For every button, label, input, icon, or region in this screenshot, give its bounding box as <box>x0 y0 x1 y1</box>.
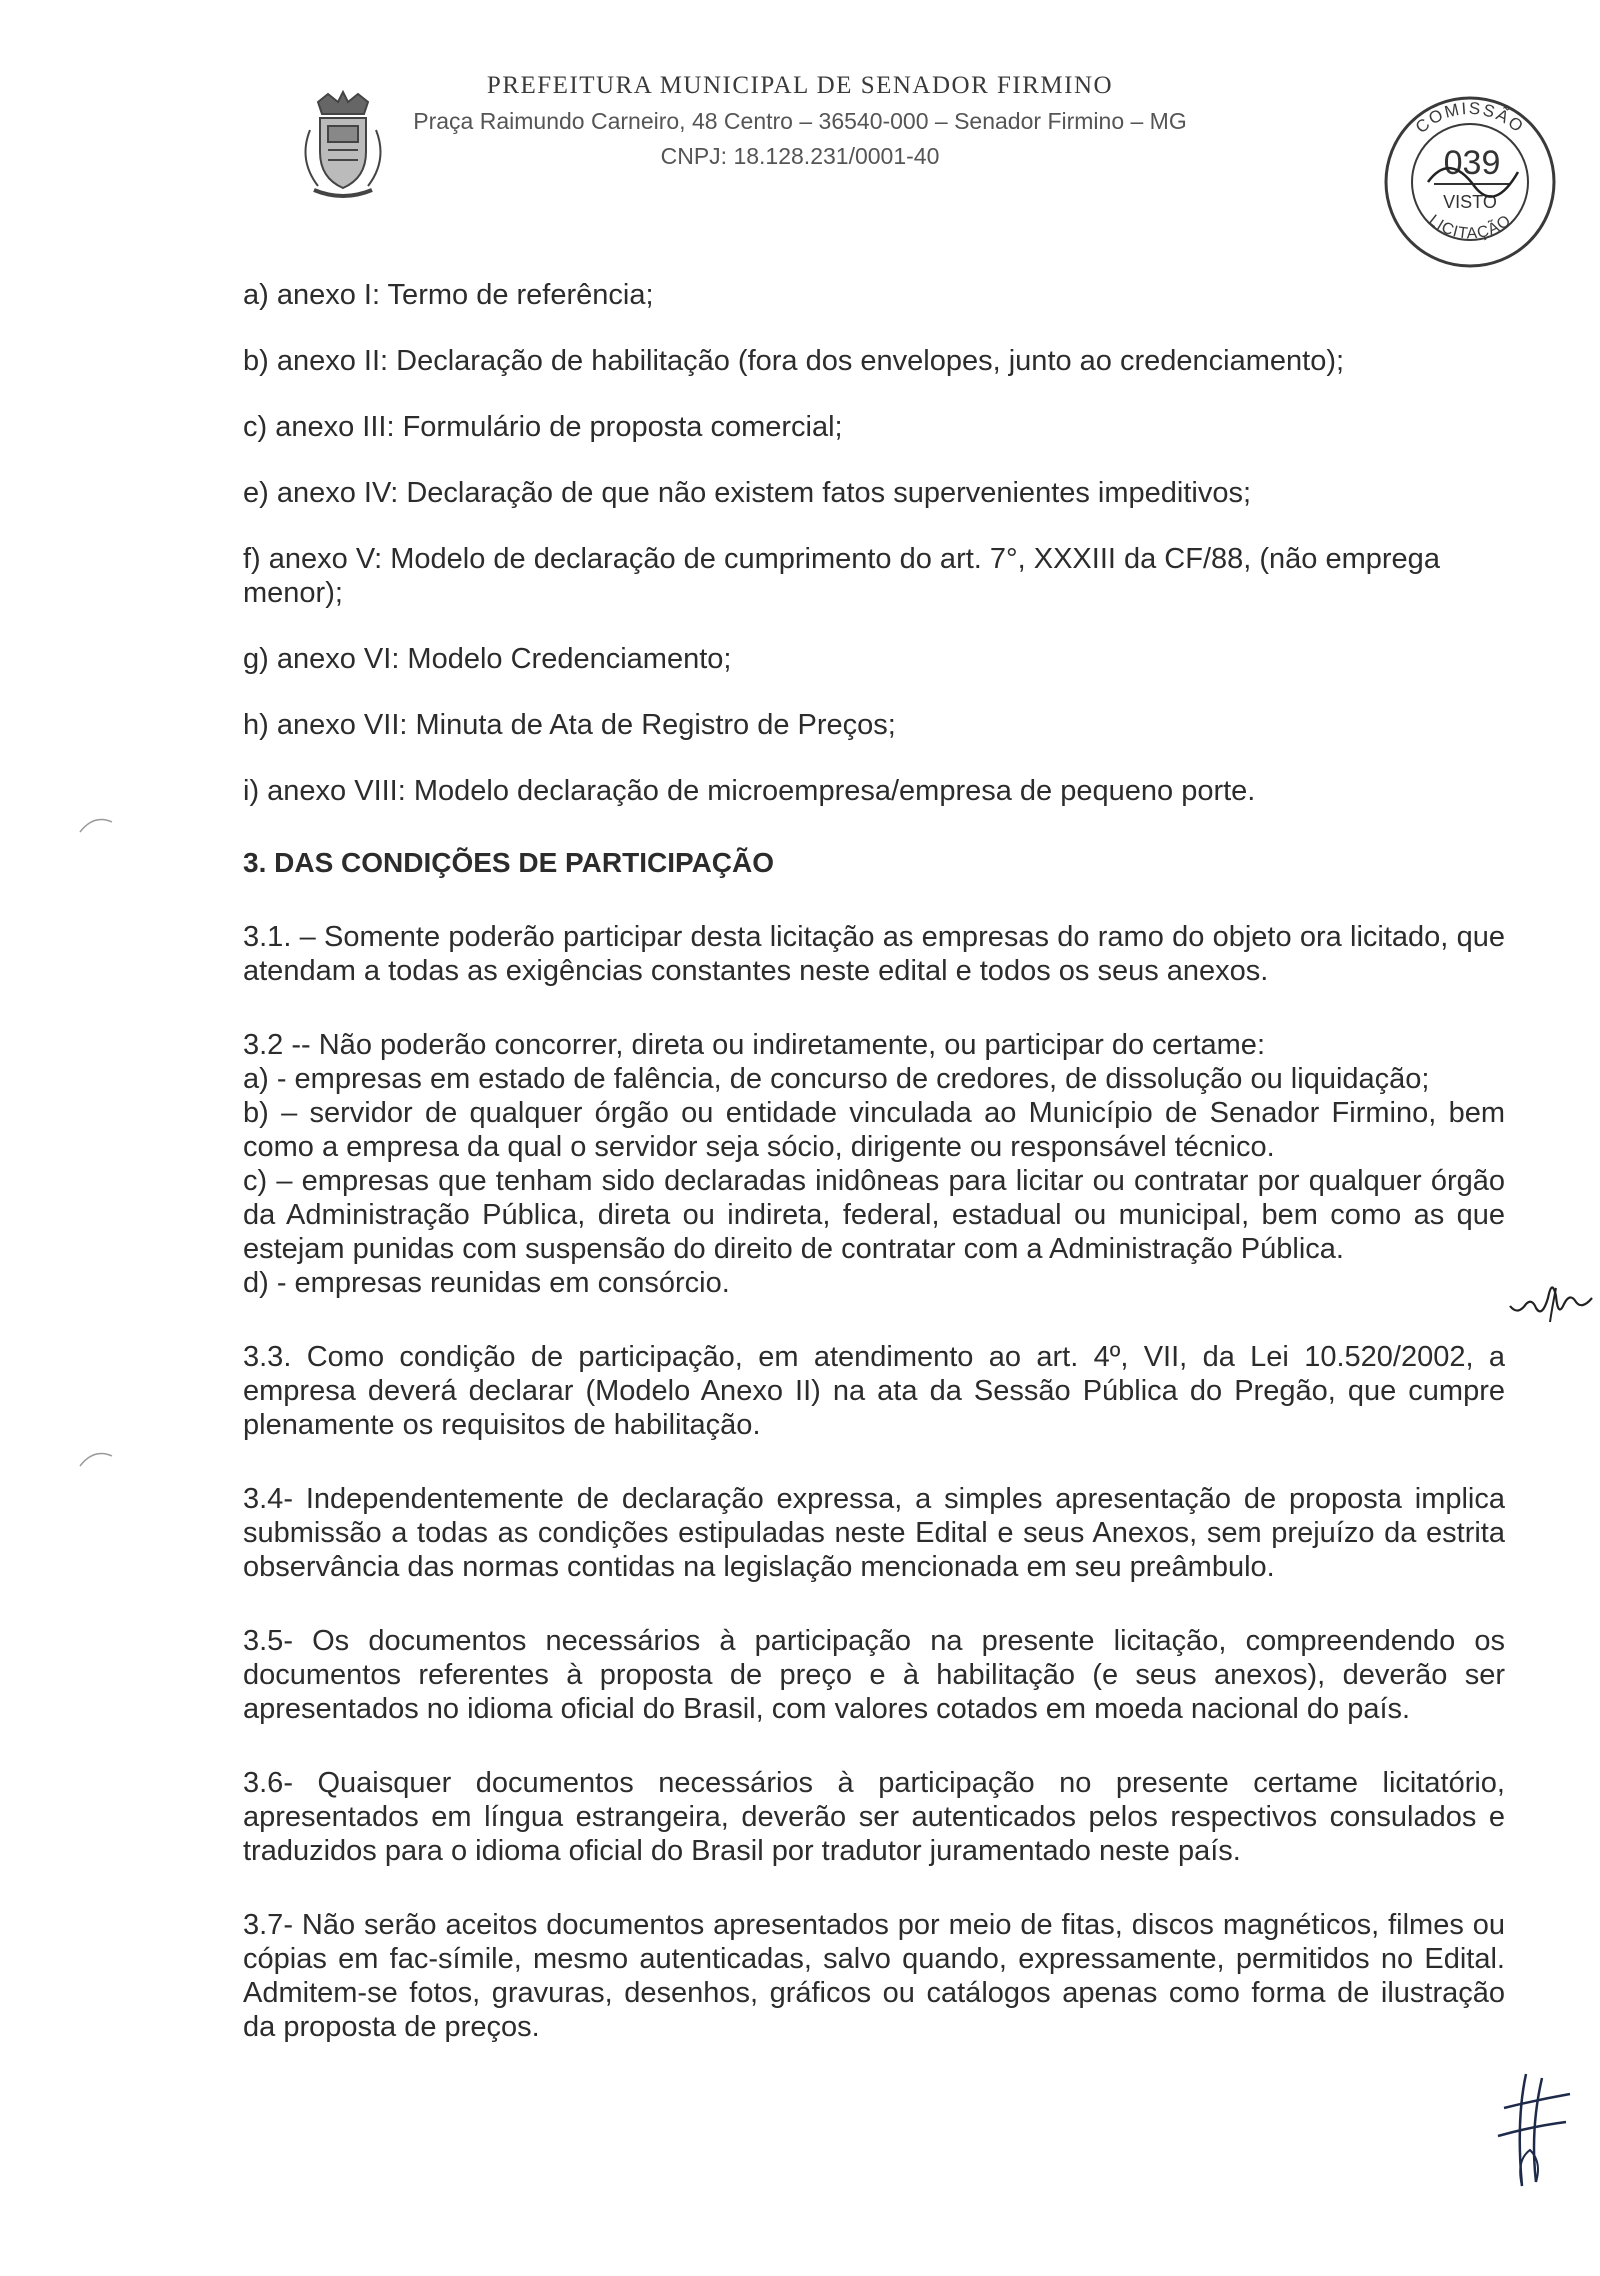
stamp-middle-text: VISTO <box>1443 192 1497 212</box>
clause-3-7: 3.7- Não serão aceitos documentos apresentados por meio de fitas, discos magnéticos, filmes ou cópias em fac-símile, mesmo autenticadas, salvo quando, expressamente, permitidos no Edital. Admitem-se fotos, gravuras, desenhos, gráficos ou catálogos apenas como forma de ilustração da proposta de preços. <box>243 1909 1505 2043</box>
municipality-title: PREFEITURA MUNICIPAL DE SENADOR FIRMINO <box>486 72 1114 99</box>
clause-3-5: 3.5- Os documentos necessários à participação na presente licitação, compreendendo os documentos referentes à proposta de preço e à habilitação (e seus anexos), deverão ser apresentados no idioma oficial do Brasil, com valores cotados em moeda nacional do país. <box>243 1625 1505 1725</box>
clause-3-2 <box>243 1028 1505 1300</box>
annex-list-item: b) anexo II: Declaração de habilitação (fora dos envelopes, junto ao credenciamento); <box>243 345 1345 377</box>
svg-text:LICITAÇÃO <box>1425 212 1514 243</box>
municipality-cnpj: CNPJ: 18.128.231/0001-40 <box>660 143 940 169</box>
annex-list-item: a) anexo I: Termo de referência; <box>243 279 654 311</box>
handwritten-initials-icon <box>1486 2070 1576 2190</box>
clause-3-1: 3.1. – Somente poderão participar desta licitação as empresas do ramo do objeto ora licitado, que atendam a todas as exigências constantes neste edital e todos os seus anexos. <box>243 921 1505 987</box>
annex-list-item: e) anexo IV: Declaração de que não existem fatos supervenientes impeditivos; <box>243 477 1252 509</box>
stamp-number: 039 <box>1443 144 1501 182</box>
margin-punch-mark <box>76 812 116 836</box>
annex-list-item: g) anexo VI: Modelo Credenciamento; <box>243 643 732 675</box>
section-heading: 3. DAS CONDIÇÕES DE PARTICIPAÇÃO <box>243 847 775 878</box>
handwritten-rubric-icon <box>1506 1268 1596 1328</box>
margin-punch-mark <box>76 1446 116 1470</box>
clause-3-4: 3.4- Independentemente de declaração expressa, a simples apresentação de proposta implica submissão a todas as condições estipuladas neste Edital e seus Anexos, sem prejuízo da estrita observância das normas contidas na legislação mencionada em seu preâmbulo. <box>243 1483 1505 1583</box>
stamp-top-text: COMISSÃO <box>1411 98 1529 138</box>
annex-list-item: i) anexo VIII: Modelo declaração de microempresa/empresa de pequeno porte. <box>243 775 1256 807</box>
clause-3-2-d: d) - empresas reunidas em consórcio. <box>243 1267 730 1299</box>
document-body <box>243 278 1505 2084</box>
annex-list-item: h) anexo VII: Minuta de Ata de Registro de Preços; <box>243 709 896 741</box>
municipality-address: Praça Raimundo Carneiro, 48 Centro – 36540-000 – Senador Firmino – MG <box>413 108 1187 134</box>
annex-list-item: f) anexo V: Modelo de declaração de cumprimento do art. 7°, XXXIII da CF/88, (não emprega menor); <box>243 543 1440 609</box>
clause-3-3: 3.3. Como condição de participação, em atendimento ao art. 4º, VII, da Lei 10.520/2002, a empresa deverá declarar (Modelo Anexo II) na ata da Sessão Pública do Pregão, que cumpre plenamente os requisitos de habilitação. <box>243 1341 1505 1441</box>
annex-list-item: c) anexo III: Formulário de proposta comercial; <box>243 411 843 443</box>
clause-3-2-c: c) – empresas que tenham sido declaradas inidôneas para licitar ou contratar por qualquer órgão da Administração Pública, direta ou indireta, federal, estadual ou municipal, bem como as que estejam punidas com suspensão do direito de contratar com a Administração Pública. <box>243 1165 1505 1265</box>
letterhead <box>0 0 1600 243</box>
clause-3-2-intro: 3.2 -- Não poderão concorrer, direta ou indiretamente, ou participar do certame: <box>243 1029 1265 1061</box>
clause-3-2-a: a) - empresas em estado de falência, de concurso de credores, de dissolução ou liquidação; <box>243 1063 1430 1095</box>
clause-3-2-b: b) – servidor de qualquer órgão ou entidade vinculada ao Município de Senador Firmino, bem como a empresa da qual o servidor seja sócio, dirigente ou responsável técnico. <box>243 1097 1505 1163</box>
licitacao-commission-stamp <box>1380 92 1560 272</box>
svg-text:COMISSÃO <box>1412 99 1528 137</box>
stamp-bottom-text: LICITAÇÃO <box>1425 211 1515 243</box>
clause-3-6: 3.6- Quaisquer documentos necessários à participação no presente certame licitatório, apresentados em língua estrangeira, deverão ser autenticados pelos respectivos consulados e traduzidos para o idioma oficial do Brasil por tradutor juramentado neste país. <box>243 1767 1505 1867</box>
